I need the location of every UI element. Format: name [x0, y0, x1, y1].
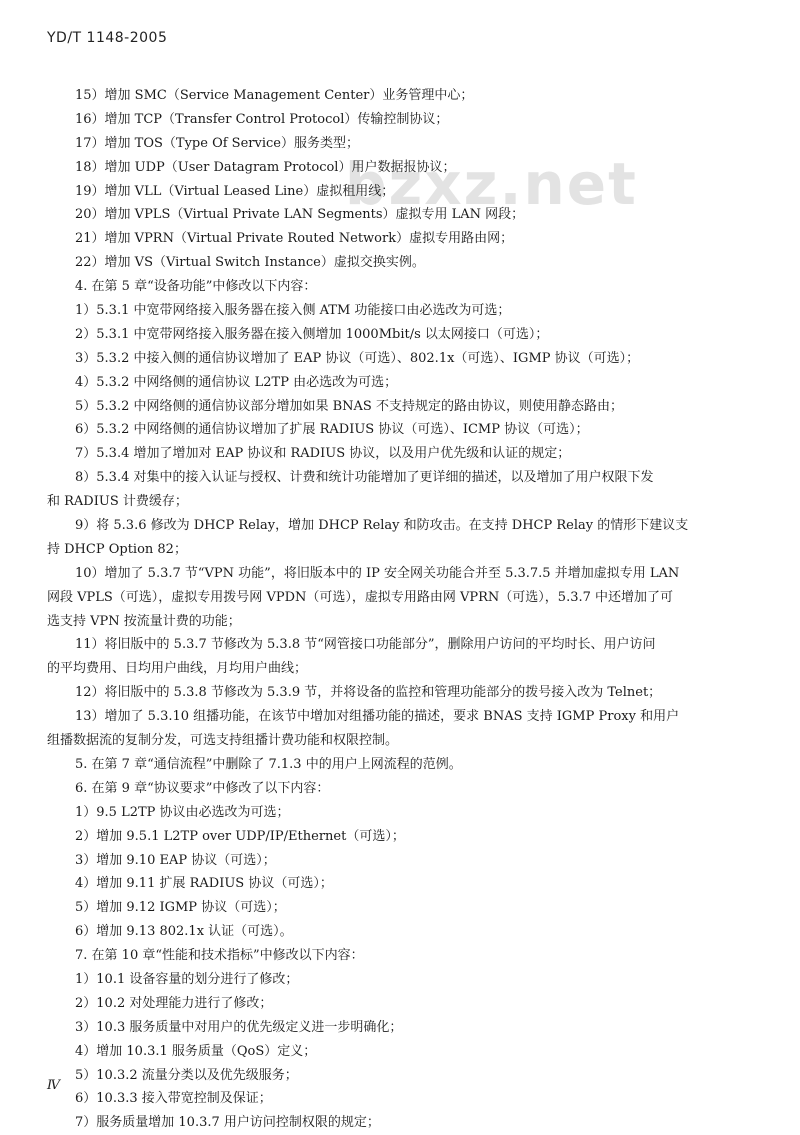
- text-line: 选支持 VPN 按流量计费的功能；: [47, 613, 241, 629]
- text-line: 3）5.3.2 中接入侧的通信协议增加了 EAP 协议（可选）、802.1x（可选）、IGMP 协议（可选）；: [75, 350, 640, 366]
- text-line: 5）增加 9.12 IGMP 协议（可选）；: [75, 900, 286, 916]
- text-line: 4）增加 10.3.1 服务质量（QoS）定义；: [75, 1043, 317, 1059]
- text-line: 1）5.3.1 中宽带网络接入服务器在接入侧 ATM 功能接口由必选改为可选；: [75, 303, 511, 319]
- text-line: 18）增加 UDP（User Datagram Protocol）用户数据报协议；: [75, 159, 456, 175]
- text-line: 网段 VPLS（可选），虚拟专用拨号网 VPDN（可选），虚拟专用路由网 VPRN（可选），5.3.7 中还增加了可: [47, 589, 674, 605]
- text-line: 13）增加了 5.3.10 组播功能，在该节中增加对组播功能的描述，要求 BNAS 支持 IGMP Proxy 和用户: [75, 709, 680, 725]
- text-line: 6）10.3.3 接入带宽控制及保证；: [75, 1091, 272, 1107]
- text-line: 2）增加 9.5.1 L2TP over UDP/IP/Ethernet（可选）；: [75, 828, 405, 844]
- text-line: 16）增加 TCP（Transfer Control Protocol）传输控制协议；: [75, 111, 449, 127]
- document-body: [47, 84, 753, 1135]
- text-line: 15）增加 SMC（Service Management Center）业务管理中心；: [75, 88, 474, 103]
- standard-code-header: YD/T 1148-2005: [47, 30, 168, 46]
- text-line: 组播数据流的复制分发，可选支持组播计费功能和权限控制。: [47, 733, 399, 749]
- text-line: 和 RADIUS 计费缓存；: [47, 494, 188, 510]
- text-line: 7）服务质量增加 10.3.7 用户访问控制权限的规定；: [75, 1115, 380, 1131]
- text-line: 4）增加 9.11 扩展 RADIUS 协议（可选）；: [75, 876, 333, 892]
- text-line: 3）10.3 服务质量中对用户的优先级定义进一步明确化；: [75, 1019, 403, 1035]
- text-line: 9）将 5.3.6 修改为 DHCP Relay，增加 DHCP Relay 和防攻击。在支持 DHCP Relay 的情形下建议支: [75, 518, 689, 534]
- text-line: 7. 在第 10 章“性能和技术指标”中修改以下内容：: [75, 948, 364, 964]
- text-line: 8）5.3.4 对集中的接入认证与授权、计费和统计功能增加了更详细的描述，以及增加了用户权限下发: [75, 470, 654, 486]
- text-line: 2）10.2 对处理能力进行了修改；: [75, 995, 273, 1011]
- text-line: 5）10.3.2 流量分类以及优先级服务；: [75, 1067, 298, 1083]
- text-line: 6）增加 9.13 802.1x 认证（可选）。: [75, 924, 293, 940]
- watermark: bzxz.net: [345, 150, 638, 218]
- text-line: 10）增加了 5.3.7 节“VPN 功能”，将旧版本中的 IP 安全网关功能合并至 5.3.7.5 并增加虚拟专用 LAN: [75, 565, 680, 581]
- text-line: 2）5.3.1 中宽带网络接入服务器在接入侧增加 1000Mbit/s 以太网接口（可选）；: [75, 326, 549, 342]
- text-line: 12）将旧版中的 5.3.8 节修改为 5.3.9 节，并将设备的监控和管理功能部分的拨号接入改为 Telnet；: [75, 685, 662, 701]
- text-line: 4）5.3.2 中网络侧的通信协议 L2TP 由必选改为可选；: [75, 374, 398, 390]
- text-line: 1）9.5 L2TP 协议由必选改为可选；: [75, 804, 290, 820]
- text-line: 19）增加 VLL（Virtual Leased Line）虚拟租用线；: [75, 183, 395, 199]
- text-line: 5）5.3.2 中网络侧的通信协议部分增加如果 BNAS 不支持规定的路由协议，则使用静态路由；: [75, 398, 623, 414]
- text-line: 1）10.1 设备容量的划分进行了修改；: [75, 971, 299, 987]
- text-line: 17）增加 TOS（Type Of Service）服务类型；: [75, 135, 359, 151]
- text-line: 4. 在第 5 章“设备功能”中修改以下内容：: [75, 279, 317, 295]
- text-line: 的平均费用、日均用户曲线，月均用户曲线；: [47, 661, 308, 677]
- text-line: 5. 在第 7 章“通信流程”中删除了 7.1.3 中的用户上网流程的范例。: [75, 756, 462, 772]
- text-line: 11）将旧版中的 5.3.7 节修改为 5.3.8 节“网管接口功能部分”，删除用户访问的平均时长、用户访问: [75, 637, 656, 653]
- text-line: 22）增加 VS（Virtual Switch Instance）虚拟交换实例。: [75, 255, 425, 271]
- text-line: 6. 在第 9 章“协议要求”中修改了以下内容：: [75, 780, 330, 796]
- page-number: Ⅳ: [47, 1078, 60, 1093]
- text-line: 持 DHCP Option 82；: [47, 541, 187, 557]
- text-line: 6）5.3.2 中网络侧的通信协议增加了扩展 RADIUS 协议（可选）、ICMP 协议（可选）；: [75, 422, 589, 438]
- text-line: 21）增加 VPRN（Virtual Private Routed Network）虚拟专用路由网；: [75, 231, 514, 247]
- text-line: 3）增加 9.10 EAP 协议（可选）；: [75, 852, 276, 868]
- text-line: 7）5.3.4 增加了增加对 EAP 协议和 RADIUS 协议，以及用户优先级和认证的规定；: [75, 446, 571, 462]
- text-line: 20）增加 VPLS（Virtual Private LAN Segments）虚拟专用 LAN 网段；: [75, 207, 525, 223]
